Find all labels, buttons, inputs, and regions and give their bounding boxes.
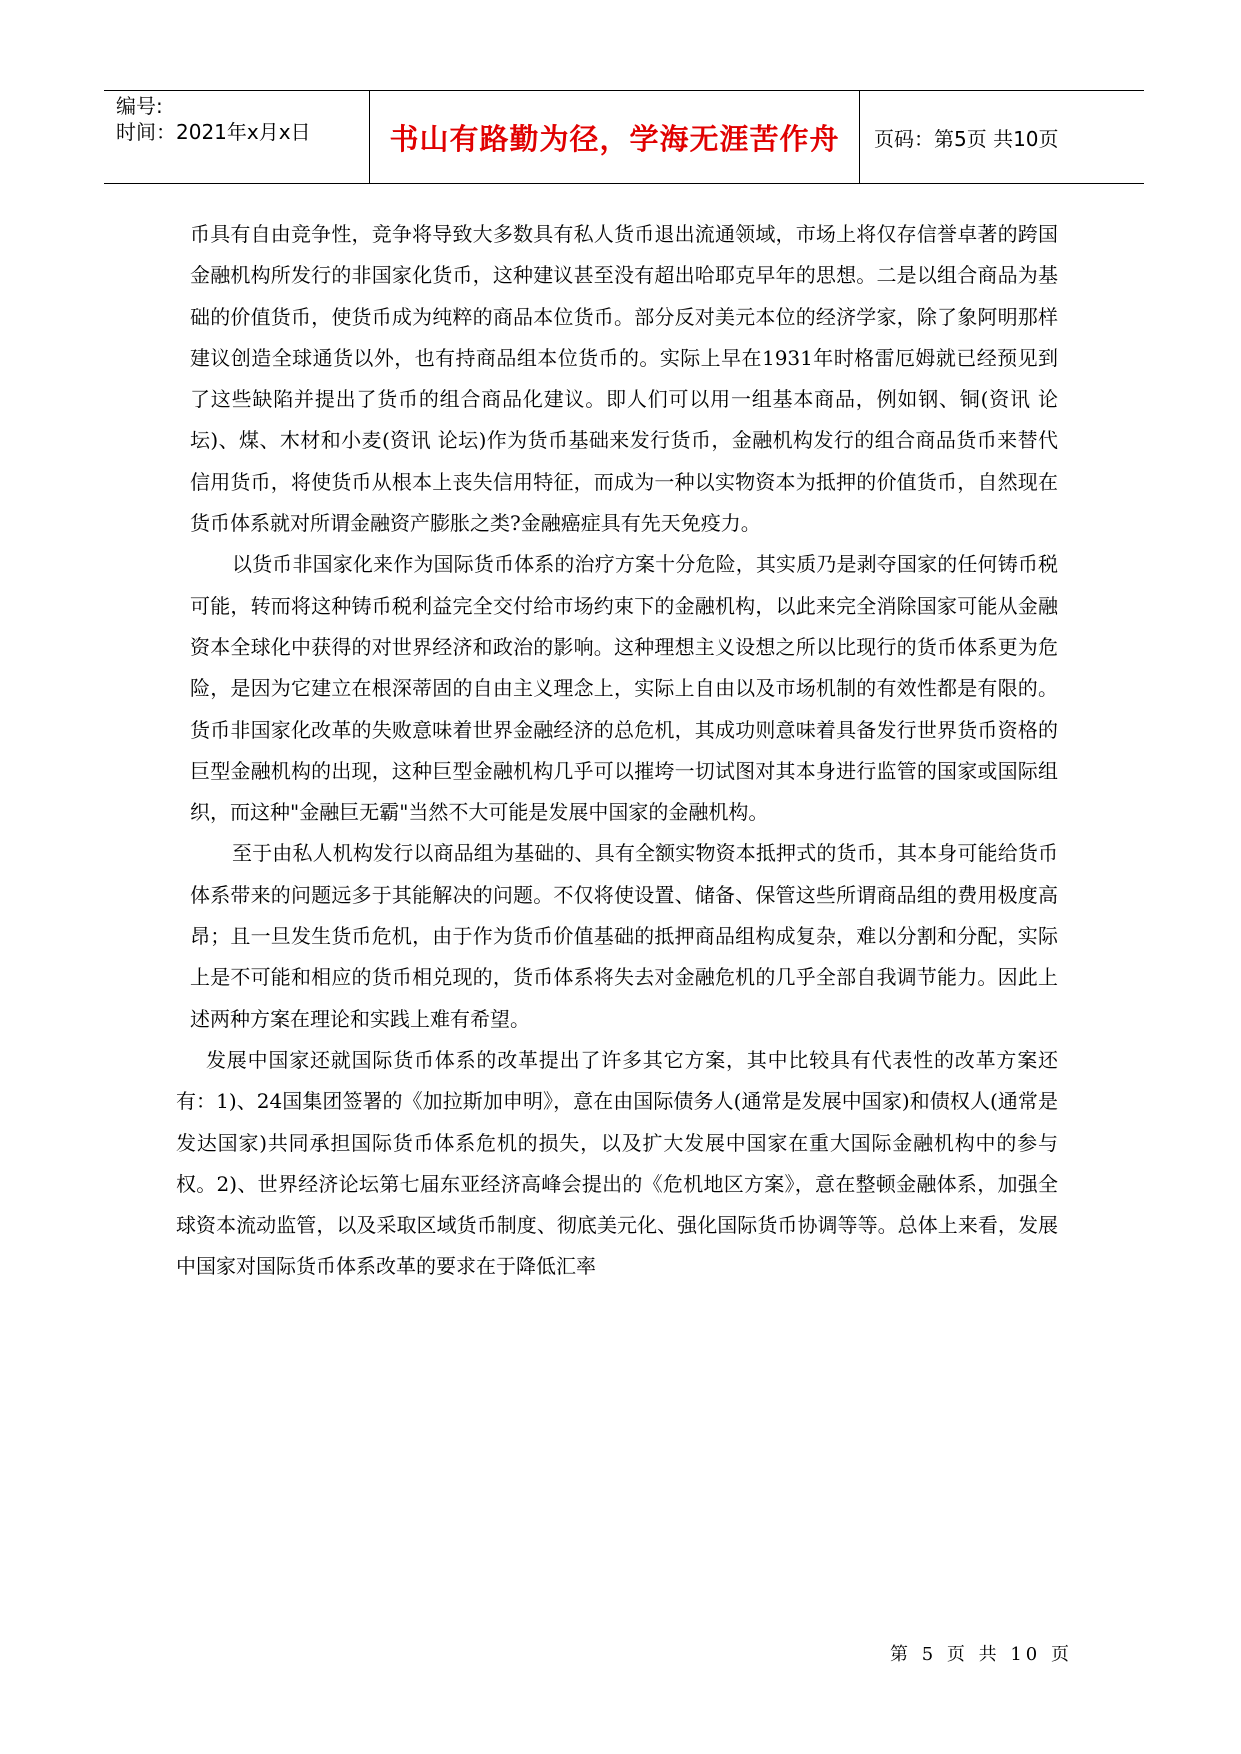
header-page-number: 页码：第5页 共10页 [874, 126, 1059, 151]
body-paragraph: 至于由私人机构发行以商品组为基础的、具有全额实物资本抵押式的货币，其本身可能给货币体系带来的问题远多于其能解决的问题。不仅将使设置、储备、保管这些所谓商品组的费用极度高昂；且一旦发生货币危机，由于作为货币价值基础的抵押商品组构成复杂，难以分割和分配，实际上是不可能和相应的货币相兑现的，货币体系将失去对金融危机的几乎全部自我调节能力。因此上述两种方案在理论和实践上难有希望。 [190, 841, 1058, 1031]
header-divider [859, 91, 860, 183]
body-paragraph: 币具有自由竞争性，竞争将导致大多数具有私人货币退出流通领域，市场上将仅存信誉卓著的跨国金融机构所发行的非国家化货币，这种建议甚至没有超出哈耶克早年的思想。二是以组合商品为基础的价值货币，使货币成为纯粹的商品本位货币。部分反对美元本位的经济学家，除了象阿明那样建议创造全球通货以外，也有持商品组本位货币的。实际上早在1931年时格雷厄姆就已经预见到了这些缺陷并提出了货币的组合商品化建议。即人们可以用一组基本商品，例如钢、铜(资讯 论坛)、煤、木材和小麦(资讯 论坛)作为货币基础来发行货币，金融机构发行的组合商品货币来替代信用货币，将使货币从根本上丧失信用特征，而成为一种以实物资本为抵押的价值货币，自然现在货币体系就对所谓金融资产膨胀之类?金融癌症具有先天免疫力。 [190, 222, 1058, 536]
document-body [176, 214, 1058, 1288]
header-info [116, 91, 366, 183]
header-motto: 书山有路勤为径，学海无涯苦作舟 [389, 121, 840, 156]
body-paragraph: 以货币非国家化来作为国际货币体系的治疗方案十分危险，其实质乃是剥夺国家的任何铸币税可能，转而将这种铸币税利益完全交付给市场约束下的金融机构，以此来完全消除国家可能从金融资本全球化中获得的对世界经济和政治的影响。这种理想主义设想之所以比现行的货币体系更为危险，是因为它建立在根深蒂固的自由主义理念上，实际上自由以及市场机制的有效性都是有限的。货币非国家化改革的失败意味着世界金融经济的总危机，其成功则意味着具备发行世界货币资格的巨型金融机构的出现，这种巨型金融机构几乎可以摧垮一切试图对其本身进行监管的国家或国际组织，而这种"金融巨无霸"当然不大可能是发展中国家的金融机构。 [190, 552, 1058, 825]
body-paragraph: 发展中国家还就国际货币体系的改革提出了许多其它方案，其中比较具有代表性的改革方案还有：1)、24国集团签署的《加拉斯加申明》，意在由国际债务人(通常是发展中国家)和债权人(通常是发达国家)共同承担国际货币体系危机的损失，以及扩大发展中国家在重大国际金融机构中的参与权。2)、世界经济论坛第七届东亚经济高峰会提出的《危机地区方案》，意在整顿金融体系，加强全球资本流动监管，以及采取区域货币制度、彻底美元化、强化国际货币协调等等。总体上来看，发展中国家对国际货币体系改革的要求在于降低汇率 [176, 1047, 1058, 1279]
document-time-label: 时间：2021年x月x日 [116, 120, 311, 144]
document-header [104, 90, 1144, 184]
document-number-label: 编号: [116, 94, 163, 118]
page-footer: 第 5 页 共 10 页 [890, 1644, 1073, 1665]
